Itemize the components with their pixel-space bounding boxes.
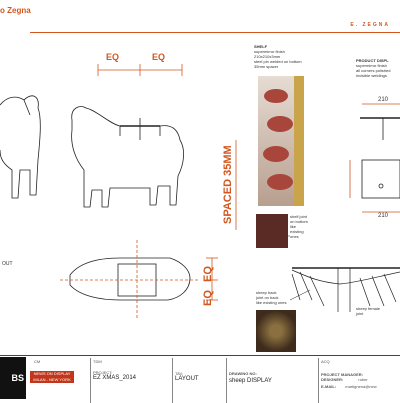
shelf-joint-photo (256, 214, 288, 248)
tb-label: TAV: (175, 371, 184, 376)
email-row (321, 384, 398, 389)
sheet-title-right: E. ZEGNA (350, 22, 390, 28)
sheep-back-joint-photo (256, 310, 296, 352)
display-note-line: invisible weldings (356, 73, 387, 78)
eq-vertical-label-top: EQ (202, 266, 214, 282)
shelf-note-line: supermirror finish (254, 49, 285, 54)
shelf-note-line: steel pin welded on bottom (254, 59, 302, 64)
shelf-note-line: 35mm spacer (254, 64, 279, 69)
tb-cell-cm (32, 358, 90, 403)
eq-label-left: EQ (106, 52, 120, 62)
sheep-front-view (0, 96, 40, 198)
sheet-title: o Zegna (0, 6, 31, 15)
shelf-note (254, 44, 302, 69)
tb-label: TDM (93, 359, 102, 364)
tb-cell-acq (318, 358, 400, 403)
out-label: OUT (2, 261, 13, 267)
tav-value: LAYOUT (175, 376, 199, 382)
display-note-line: all corners polished (356, 68, 391, 73)
sheep-top-view (60, 240, 200, 320)
sheep-female-note-line: joint (356, 311, 364, 316)
tb-label: PROJECT MANAGER: (321, 372, 364, 377)
sheep-back-note-line: sheep back (256, 290, 277, 295)
designer-row (321, 377, 398, 382)
joint-section-detail (292, 268, 400, 312)
dim-210-bottom: 210 (378, 213, 389, 219)
display-detail-drawing (350, 104, 400, 212)
brand-logo-line: MILAN - NEW YORK (33, 377, 71, 382)
sheep-female-note-line: sheep female (356, 306, 381, 311)
project-value: EZ XMAS_2014 (93, 375, 137, 381)
eq-label-right: EQ (152, 52, 166, 62)
shelf-joint-note-line: existing (290, 229, 304, 234)
dim-210-top: 210 (378, 97, 389, 103)
sheep-stack-illustration (258, 76, 304, 206)
tb-label: PROJECT: (93, 370, 113, 375)
tb-label: ACQ (321, 359, 330, 364)
sheep-stack-photo (258, 76, 304, 206)
shelf-note-line: SHELF (254, 44, 268, 49)
shelf-joint-note-line: on bottom (290, 219, 308, 224)
display-note-line: supermirror finish (356, 63, 387, 68)
shelf-joint-note-line: ones (290, 234, 299, 239)
tb-cell-tdm (90, 358, 172, 403)
eq-vertical-label-bottom: EQ (202, 290, 214, 306)
shelf-joint-note (290, 214, 308, 239)
sheep-side-view (72, 107, 184, 208)
sheep-back-note (256, 290, 286, 305)
spaced-label: SPACED 35MM (222, 145, 234, 224)
designer-label: DESIGNER: (321, 377, 344, 382)
drawing-no-value: sheep DISPLAY (229, 378, 272, 384)
eq-dimension-lines (98, 64, 182, 76)
sheep-back-note-line: joint on back (256, 295, 279, 300)
tb-cell-tav (172, 358, 226, 403)
brand-logo-line: NEWS ON DISPLAY (33, 371, 71, 376)
shelf-note-line: 210x210x3mm (254, 54, 281, 59)
tb-label: DRAWING NO: (229, 371, 257, 376)
display-note-line: PRODUCT DISPL (356, 58, 389, 63)
email-label: E-MAIL: (321, 384, 337, 389)
tb-cell-drawing-no (226, 358, 318, 403)
designer-value: rober (358, 377, 368, 382)
email-value: martignena@new (345, 384, 377, 389)
shelf-joint-note-line: like (290, 224, 297, 229)
company-logo: BS (0, 357, 26, 399)
sheep-female-note (356, 306, 380, 316)
sheep-back-note-line: like existing ones (256, 300, 287, 305)
display-note (356, 58, 390, 78)
tb-label: CM (34, 359, 41, 364)
shelf-joint-note-line: shelf joint (290, 214, 307, 219)
